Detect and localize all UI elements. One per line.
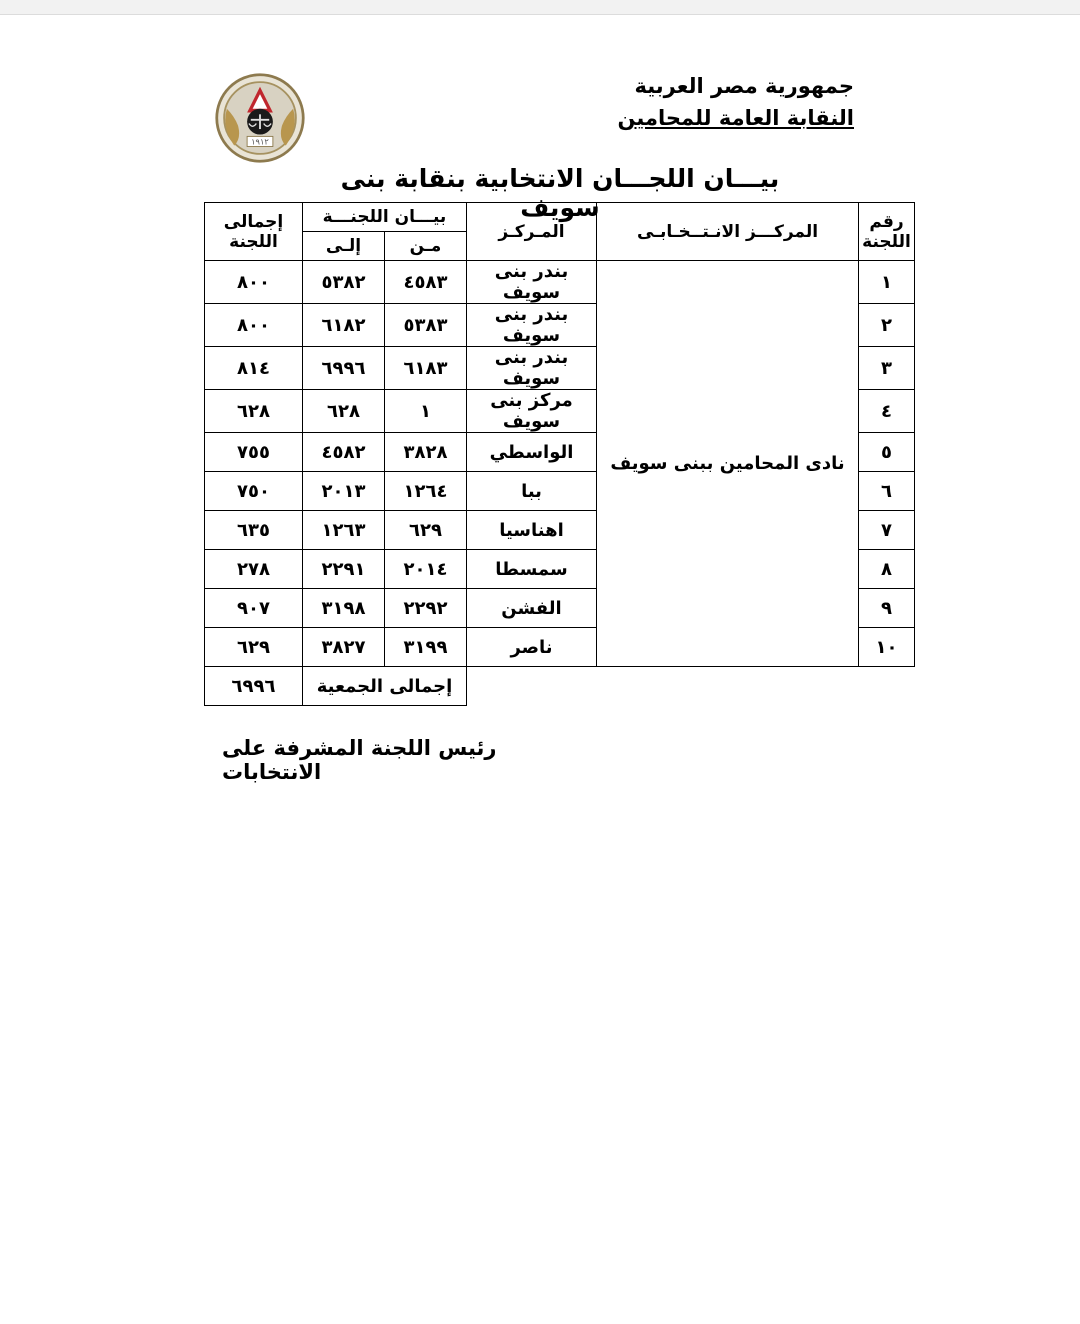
range-to: ٦٩٩٦	[303, 347, 385, 390]
range-to: ٢٠١٣	[303, 472, 385, 511]
district: بندر بنى سويف	[467, 347, 597, 390]
range-from: ١	[385, 390, 467, 433]
district: بندر بنى سويف	[467, 304, 597, 347]
range-to: ٦١٨٢	[303, 304, 385, 347]
range-from: ٤٥٨٣	[385, 261, 467, 304]
committee-total: ٦٢٨	[205, 390, 303, 433]
range-from: ٢٢٩٢	[385, 589, 467, 628]
district: الفشن	[467, 589, 597, 628]
table-header-row	[205, 203, 915, 232]
committee-number: ٥	[859, 433, 915, 472]
committee-number: ١٠	[859, 628, 915, 667]
range-to: ٤٥٨٢	[303, 433, 385, 472]
letterhead	[594, 70, 854, 134]
electoral-center-name: نادى المحامين ببنى سويف	[597, 261, 859, 667]
range-from: ٣٨٢٨	[385, 433, 467, 472]
district: بندر بنى سويف	[467, 261, 597, 304]
header-electoral-center: المركـــز الانـتــخـابـى	[597, 203, 859, 261]
committee-number: ٣	[859, 347, 915, 390]
viewer-top-bar	[0, 0, 1080, 15]
committees-table	[204, 202, 915, 706]
district: ناصر	[467, 628, 597, 667]
header-committee-range: بيـــان اللجنـــة	[303, 203, 467, 232]
committee-number: ٧	[859, 511, 915, 550]
committee-number: ١	[859, 261, 915, 304]
header-committee-total: إجمالى اللجنة	[205, 203, 303, 261]
header-district: المـركـز	[467, 203, 597, 261]
header-to: إلـى	[303, 232, 385, 261]
range-from: ١٢٦٤	[385, 472, 467, 511]
range-to: ٣٨٢٧	[303, 628, 385, 667]
district: مركز بنى سويف	[467, 390, 597, 433]
committee-total: ٢٧٨	[205, 550, 303, 589]
district: سمسطا	[467, 550, 597, 589]
committee-total: ٨٠٠	[205, 261, 303, 304]
committee-number: ٢	[859, 304, 915, 347]
committee-number: ٦	[859, 472, 915, 511]
range-to: ٦٢٨	[303, 390, 385, 433]
committee-total: ٧٥٥	[205, 433, 303, 472]
district: ببا	[467, 472, 597, 511]
range-from: ٢٠١٤	[385, 550, 467, 589]
committee-number: ٤	[859, 390, 915, 433]
grand-total-row	[205, 667, 915, 706]
range-to: ١٢٦٣	[303, 511, 385, 550]
signature-line: رئيس اللجنة المشرفة على الانتخابات	[222, 736, 497, 784]
district: الواسطي	[467, 433, 597, 472]
range-from: ٦٢٩	[385, 511, 467, 550]
header-from: مـن	[385, 232, 467, 261]
country-name: جمهورية مصر العربية	[634, 74, 854, 98]
table-row	[205, 261, 915, 304]
committee-total: ٨١٤	[205, 347, 303, 390]
committee-total: ٧٥٠	[205, 472, 303, 511]
range-to: ٣١٩٨	[303, 589, 385, 628]
syndicate-logo-icon	[214, 72, 306, 164]
syndicate-name: النقابة العامة للمحامين	[617, 106, 854, 130]
district: اهناسيا	[467, 511, 597, 550]
committee-number: ٨	[859, 550, 915, 589]
committee-total: ٦٢٩	[205, 628, 303, 667]
range-from: ٦١٨٣	[385, 347, 467, 390]
logo-year: ١٩١٢	[251, 136, 269, 147]
range-to: ٢٢٩١	[303, 550, 385, 589]
range-to: ٥٣٨٢	[303, 261, 385, 304]
committee-total: ٨٠٠	[205, 304, 303, 347]
header-committee-number: رقم اللجنة	[859, 203, 915, 261]
committee-total: ٦٣٥	[205, 511, 303, 550]
grand-total-label: إجمالى الجمعية	[303, 667, 467, 706]
range-from: ٥٣٨٣	[385, 304, 467, 347]
document-title: بيـــان اللجـــان الانتخابية بنقابة بنى سويف	[340, 164, 780, 222]
grand-total-value: ٦٩٩٦	[205, 667, 303, 706]
committee-total: ٩٠٧	[205, 589, 303, 628]
range-from: ٣١٩٩	[385, 628, 467, 667]
committee-number: ٩	[859, 589, 915, 628]
